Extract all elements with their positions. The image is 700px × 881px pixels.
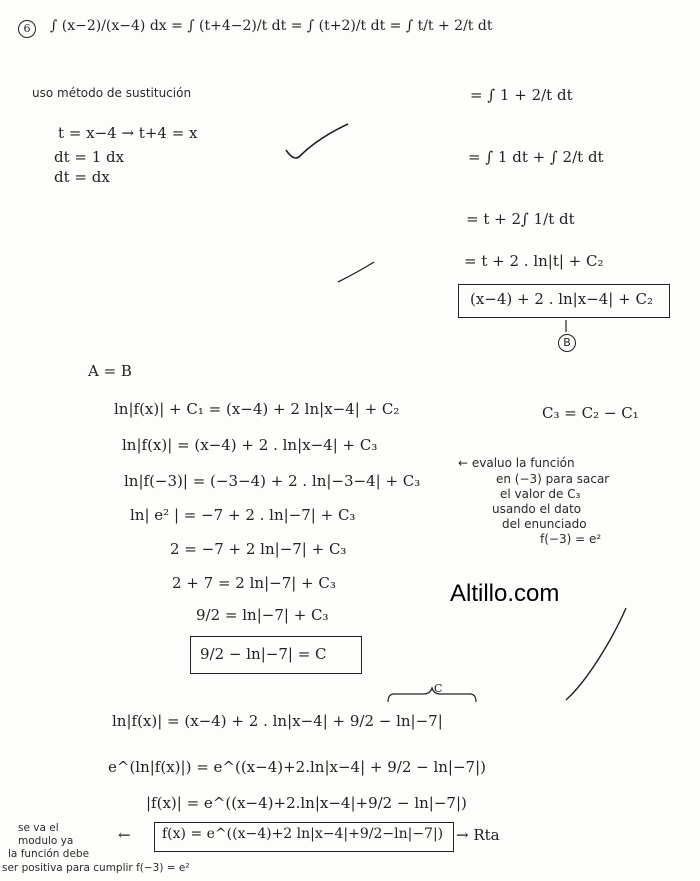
- substitution-3: dt = dx: [54, 168, 110, 186]
- integral-step-1: ∫ (x−2)/(x−4) dx = ∫ (t+4−2)/t dt = ∫ (t+2)/t dt = ∫ t/t + 2/t dt: [50, 18, 493, 34]
- part2-line-3: ln|f(−3)| = (−3−4) + 2 . ln|−3−4| + C₃: [124, 472, 421, 490]
- part3-line-2: e^(ln|f(x)|) = e^((x−4)+2.ln|x−4| + 9/2 − ln|−7|): [108, 758, 487, 776]
- part2-line-4: ln| e² | = −7 + 2 . ln|−7| + C₃: [130, 506, 356, 524]
- part2-line-7: 9/2 = ln|−7| + C₃: [196, 606, 329, 624]
- note-line-3: el valor de C₃: [500, 487, 581, 501]
- substitution-1: t = x−4 → t+4 = x: [58, 124, 198, 142]
- note-line-2: en (−3) para sacar: [496, 472, 610, 486]
- part3-line-1: ln|f(x)| = (x−4) + 2 . ln|x−4| + 9/2 − ln|−7|: [112, 712, 443, 730]
- integral-step-4: = t + 2∫ 1/t dt: [466, 210, 575, 228]
- constant-note: C₃ = C₂ − C₁: [542, 404, 639, 422]
- substitution-2: dt = 1 dx: [54, 148, 125, 166]
- note-line-1: ← evaluo la función: [458, 456, 575, 470]
- left-arrow: ←: [118, 826, 131, 844]
- integral-step-3: = ∫ 1 dt + ∫ 2/t dt: [468, 148, 604, 166]
- result-expression: (x−4) + 2 . ln|x−4| + C₂: [470, 290, 653, 308]
- part2-line-5: 2 = −7 + 2 ln|−7| + C₃: [170, 540, 347, 558]
- constant-expression: 9/2 − ln|−7| = C: [200, 645, 327, 663]
- part2-line-2: ln|f(x)| = (x−4) + 2 . ln|x−4| + C₃: [122, 436, 378, 454]
- note-line-4: usando el dato: [492, 502, 582, 516]
- watermark: Altillo.com: [450, 580, 560, 607]
- method-note: uso método de sustitución: [32, 86, 192, 100]
- side-note-3: la función debe: [8, 848, 90, 860]
- problem-number: 6: [18, 18, 36, 38]
- side-note-1: se va el: [18, 822, 59, 834]
- note-line-6: f(−3) = e²: [540, 532, 602, 546]
- equality-header: A = B: [88, 362, 132, 380]
- answer-label: → Rta: [456, 826, 500, 844]
- note-line-5: del enunciado: [502, 517, 587, 531]
- side-note-4: ser positiva para cumplir f(−3) = e²: [2, 862, 190, 874]
- integral-step-5: = t + 2 . ln|t| + C₂: [464, 252, 604, 270]
- side-note-2: modulo ya: [18, 835, 74, 847]
- part2-line-6: 2 + 7 = 2 ln|−7| + C₃: [172, 574, 336, 592]
- part2-line-1: ln|f(x)| + C₁ = (x−4) + 2 ln|x−4| + C₂: [114, 400, 400, 418]
- integral-step-2: = ∫ 1 + 2/t dt: [470, 86, 573, 104]
- result-tag: B: [558, 332, 576, 352]
- final-answer: f(x) = e^((x−4)+2 ln|x−4|+9/2−ln|−7|): [162, 826, 444, 842]
- brace-label: C: [434, 682, 443, 695]
- part3-line-3: |f(x)| = e^((x−4)+2.ln|x−4|+9/2 − ln|−7|): [146, 794, 467, 812]
